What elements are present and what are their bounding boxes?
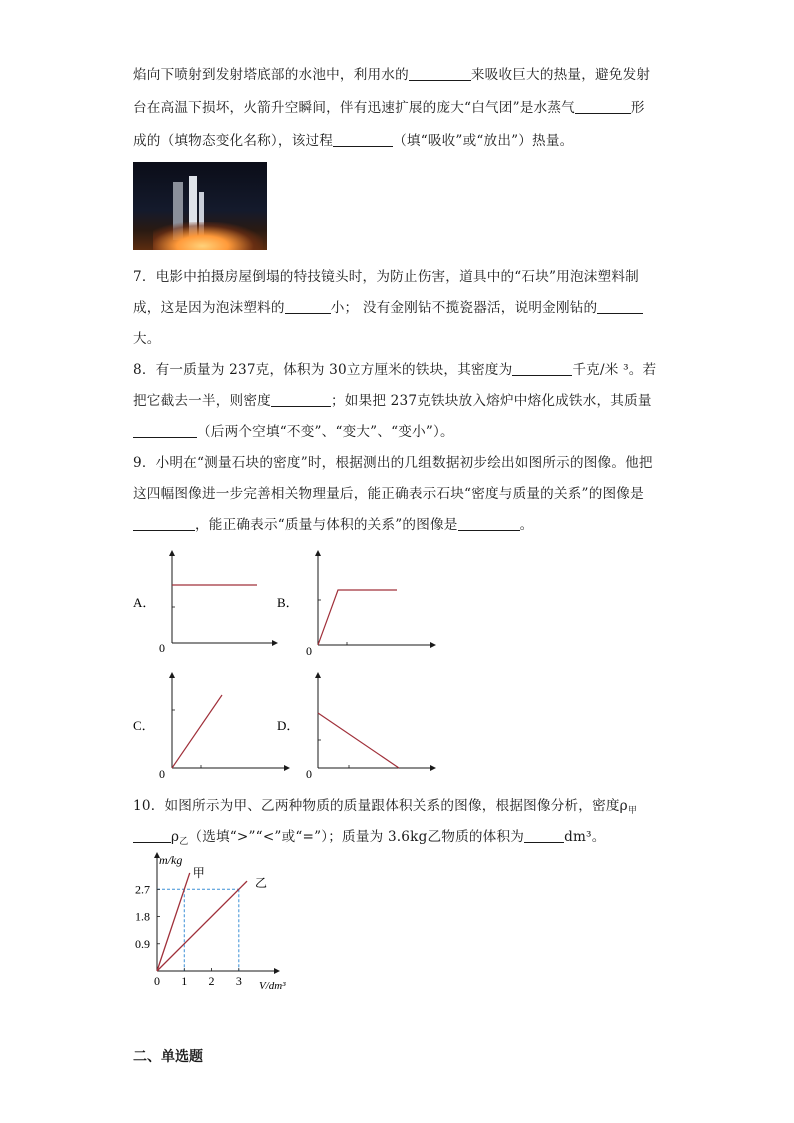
series-line-1 bbox=[157, 873, 190, 971]
q6-line-1: 焰向下喷射到发射塔底部的水池中，利用水的 来吸收巨大的热量，避免发射 bbox=[133, 67, 651, 83]
series-group bbox=[157, 866, 267, 971]
rocket-launch-photo bbox=[133, 162, 267, 250]
q8-line-3: （后两个空填“不变”、“变大”、“变小”）。 bbox=[133, 423, 454, 441]
q8-line-2: 把它截去一半，则密度 ；如果把 237克铁块放入熔炉中熔化成铁水，其质量 bbox=[133, 393, 652, 409]
graph-option-a[interactable] bbox=[133, 553, 275, 655]
x-tick-label: 3 bbox=[235, 974, 242, 988]
section-heading: 二、单选题 bbox=[133, 1049, 203, 1065]
y-tick-label: 1.8 bbox=[135, 909, 150, 924]
answer-blank[interactable] bbox=[133, 516, 195, 531]
option-b-label: B． bbox=[277, 595, 299, 610]
q6-line-3: 成的（填物态变化名称），该过程 （填“吸收”或“放出”）热量。 bbox=[133, 133, 574, 149]
series-label-1: 甲 bbox=[192, 865, 205, 880]
answer-blank[interactable] bbox=[133, 828, 171, 843]
answer-blank[interactable] bbox=[285, 299, 331, 314]
graph-option-d[interactable] bbox=[277, 675, 433, 781]
series-label-2: 乙 bbox=[255, 876, 268, 891]
tick-labels bbox=[135, 882, 242, 988]
origin-label: 0 bbox=[159, 641, 165, 655]
q7-line-2: 成，这是因为泡沫塑料的 小； 没有金刚钻不揽瓷器活，说明金刚钻的 bbox=[133, 299, 643, 317]
y-tick-label: 0.9 bbox=[135, 936, 150, 951]
x-tick-label: 1 bbox=[181, 974, 188, 988]
y-axis-label: m/kg bbox=[159, 853, 183, 867]
graph-option-b[interactable] bbox=[277, 553, 433, 658]
q9-line-1: 9．小明在“测量石块的密度”时，根据测出的几组数据初步绘出如图所示的图像。他把 bbox=[133, 455, 653, 471]
answer-blank[interactable] bbox=[597, 299, 643, 314]
q10-line-2: $\rho_乙$（选填“>”“<”或“=”）；质量为 3.6kg乙物质的体积为 dm³。 bbox=[133, 828, 606, 851]
graph-option-c[interactable] bbox=[133, 675, 287, 781]
q9-line-2: 这四幅图像进一步完善相关物理量后，能正确表示石块“密度与质量的关系”的图像是 bbox=[133, 486, 644, 502]
answer-blank[interactable] bbox=[409, 66, 471, 81]
option-c-label: C． bbox=[133, 718, 155, 733]
x-tick-label: 0 bbox=[154, 974, 160, 988]
option-d-label: D． bbox=[277, 718, 300, 733]
answer-blank[interactable] bbox=[524, 828, 564, 843]
q6-line-2: 台在高温下损坏，火箭升空瞬间，伴有迅速扩展的庞大“白气团”是水蒸气 形 bbox=[133, 100, 645, 116]
y-tick-label: 2.7 bbox=[135, 882, 150, 897]
answer-blank[interactable] bbox=[575, 99, 631, 114]
q9-option-graphs bbox=[125, 545, 465, 785]
option-a-label: A． bbox=[133, 595, 156, 610]
x-axis-label: V/dm³ bbox=[259, 980, 286, 992]
answer-blank[interactable] bbox=[512, 361, 572, 376]
origin-label: 0 bbox=[306, 767, 312, 781]
x-tick-label: 2 bbox=[208, 974, 215, 988]
answer-blank[interactable] bbox=[458, 516, 520, 531]
q10-line-1: 10．如图所示为甲、乙两种物质的质量跟体积关系的图像，根据图像分析，密度$\rho_甲$ bbox=[133, 798, 638, 816]
q7-line-3: 大。 bbox=[133, 331, 161, 347]
answer-blank[interactable] bbox=[333, 132, 393, 147]
series-line-2 bbox=[157, 881, 247, 971]
q9-line-3: ，能正确表示“质量与体积的关系”的图像是 。 bbox=[133, 516, 533, 534]
origin-label: 0 bbox=[159, 767, 165, 781]
mass-volume-chart bbox=[125, 848, 325, 998]
q7-line-1: 7．电影中拍摄房屋倒塌的特技镜头时，为防止伤害，道具中的“石块”用泡沫塑料制 bbox=[133, 269, 639, 285]
q8-line-1: 8．有一质量为 237克，体积为 30立方厘米的铁块，其密度为 千克/米 ³。若 bbox=[133, 362, 657, 378]
origin-label: 0 bbox=[306, 644, 312, 658]
answer-blank[interactable] bbox=[133, 423, 197, 438]
answer-blank[interactable] bbox=[271, 392, 331, 407]
